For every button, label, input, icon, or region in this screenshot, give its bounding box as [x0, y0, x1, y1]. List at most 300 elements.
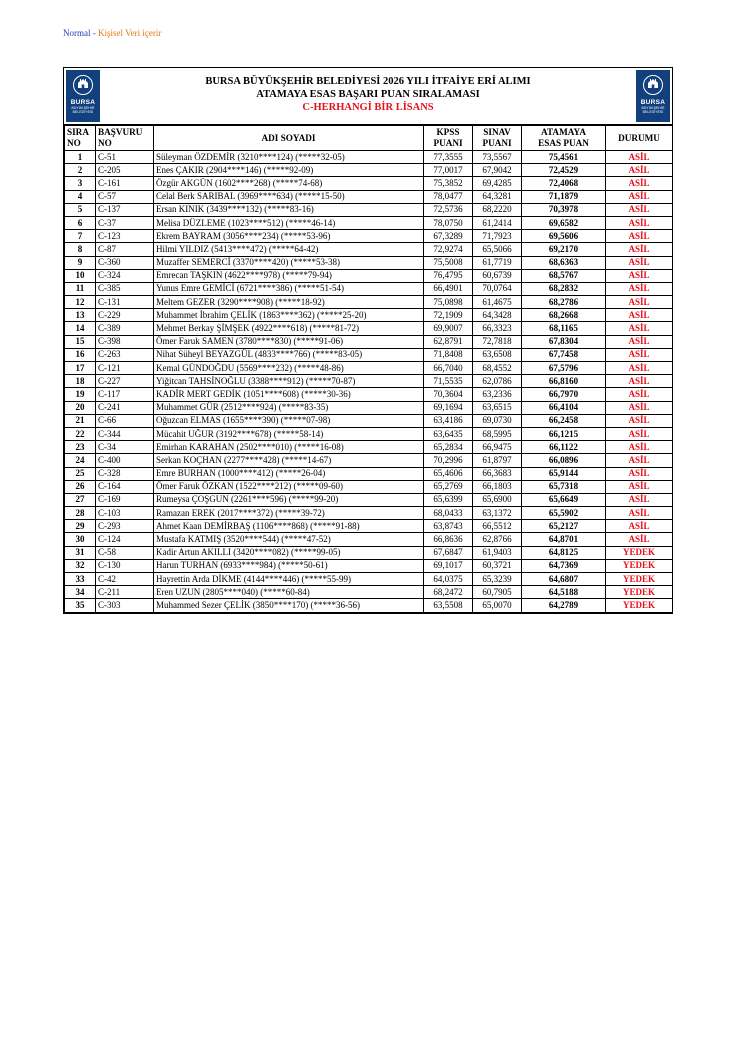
cell-sira: 5: [65, 203, 96, 216]
cell-kpss: 68,2472: [424, 586, 473, 599]
cell-basvuru: C-205: [96, 164, 154, 177]
cell-name: KADİR MERT GEDİK (1051****608) (*****30-36): [154, 388, 424, 401]
cell-basvuru: C-131: [96, 296, 154, 309]
cell-basvuru: C-57: [96, 190, 154, 203]
cell-name: Mücahit UĞUR (3192****678) (*****58-14): [154, 427, 424, 440]
cell-sira: 29: [65, 520, 96, 533]
table-row: [65, 586, 673, 599]
table-row: [65, 401, 673, 414]
cell-basvuru: C-360: [96, 256, 154, 269]
cell-kpss: 70,3604: [424, 388, 473, 401]
logo-text-bursa: BURSA: [640, 99, 666, 106]
table-row: [65, 375, 673, 388]
cell-sinav: 61,4675: [473, 296, 522, 309]
cell-durum: ASİL: [606, 190, 673, 203]
cell-sinav: 61,2414: [473, 216, 522, 229]
cell-sinav: 65,3239: [473, 573, 522, 586]
cell-atama: 64,6807: [522, 573, 606, 586]
cell-kpss: 67,3289: [424, 230, 473, 243]
cell-atama: 66,2458: [522, 414, 606, 427]
cell-name: Muzaffer SEMERCİ (3370****420) (*****53-38): [154, 256, 424, 269]
cell-sira: 26: [65, 480, 96, 493]
cell-sira: 23: [65, 441, 96, 454]
cell-kpss: 63,6435: [424, 427, 473, 440]
cell-atama: 68,5767: [522, 269, 606, 282]
cell-sinav: 61,8797: [473, 454, 522, 467]
table-row: [65, 296, 673, 309]
cell-sinav: 65,6900: [473, 493, 522, 506]
cell-kpss: 64,0375: [424, 573, 473, 586]
cell-durum: ASİL: [606, 401, 673, 414]
cell-sira: 2: [65, 164, 96, 177]
table-row: [65, 388, 673, 401]
cell-name: Mustafa KATMIŞ (3520****544) (*****47-52): [154, 533, 424, 546]
table-row: [65, 441, 673, 454]
cell-durum: ASİL: [606, 362, 673, 375]
cell-name: Nihat Süheyl BEYAZGÜL (4833****766) (*****83-05): [154, 348, 424, 361]
municipality-emblem-icon: [72, 74, 94, 96]
cell-sinav: 70,0764: [473, 282, 522, 295]
cell-durum: ASİL: [606, 216, 673, 229]
cell-durum: YEDEK: [606, 546, 673, 559]
cell-sira: 21: [65, 414, 96, 427]
cell-atama: 64,8701: [522, 533, 606, 546]
table-row: [65, 414, 673, 427]
cell-durum: ASİL: [606, 203, 673, 216]
cell-sira: 8: [65, 243, 96, 256]
cell-name: Serkan KOÇHAN (2277****428) (*****14-67): [154, 454, 424, 467]
cell-name: Ersan KINIK (3439****132) (*****83-16): [154, 203, 424, 216]
cell-atama: 69,6582: [522, 216, 606, 229]
cell-sira: 12: [65, 296, 96, 309]
cell-kpss: 78,0750: [424, 216, 473, 229]
cell-kpss: 62,8791: [424, 335, 473, 348]
cell-basvuru: C-87: [96, 243, 154, 256]
cell-sira: 11: [65, 282, 96, 295]
table-row: [65, 362, 673, 375]
cell-kpss: 69,1694: [424, 401, 473, 414]
cell-sira: 16: [65, 348, 96, 361]
cell-sira: 28: [65, 507, 96, 520]
cell-name: Muhammet İbrahim ÇELİK (1863****362) (*****25-20): [154, 309, 424, 322]
cell-atama: 64,8125: [522, 546, 606, 559]
cell-kpss: 76,4795: [424, 269, 473, 282]
classification-personal-data: Kişisel Veri içerir: [98, 28, 162, 38]
cell-basvuru: C-229: [96, 309, 154, 322]
cell-kpss: 78,0477: [424, 190, 473, 203]
cell-sinav: 65,0070: [473, 599, 522, 612]
cell-durum: ASİL: [606, 427, 673, 440]
cell-durum: ASİL: [606, 533, 673, 546]
cell-durum: ASİL: [606, 388, 673, 401]
cell-atama: 64,7369: [522, 559, 606, 572]
cell-sinav: 63,6508: [473, 348, 522, 361]
column-header-atama: ATAMAYA ESAS PUAN: [522, 126, 606, 151]
cell-durum: ASİL: [606, 269, 673, 282]
cell-kpss: 77,3555: [424, 151, 473, 164]
classification-normal: Normal: [63, 28, 91, 38]
cell-sinav: 66,3323: [473, 322, 522, 335]
cell-basvuru: C-124: [96, 533, 154, 546]
cell-atama: 68,1165: [522, 322, 606, 335]
cell-kpss: 72,9274: [424, 243, 473, 256]
cell-name: Özgür AKGÜN (1602****268) (*****74-68): [154, 177, 424, 190]
cell-sinav: 66,1803: [473, 480, 522, 493]
cell-durum: ASİL: [606, 296, 673, 309]
cell-sira: 19: [65, 388, 96, 401]
cell-name: Ahmet Kaan DEMİRBAŞ (1106****868) (*****91-88): [154, 520, 424, 533]
cell-sira: 22: [65, 427, 96, 440]
table-row: [65, 335, 673, 348]
cell-atama: 75,4561: [522, 151, 606, 164]
table-row: [65, 599, 673, 612]
cell-durum: YEDEK: [606, 586, 673, 599]
cell-atama: 65,7318: [522, 480, 606, 493]
cell-name: Hayrettin Arda DİKME (4144****446) (*****55-99): [154, 573, 424, 586]
cell-basvuru: C-389: [96, 322, 154, 335]
cell-atama: 65,9144: [522, 467, 606, 480]
cell-sinav: 64,3428: [473, 309, 522, 322]
cell-durum: ASİL: [606, 282, 673, 295]
table-row: [65, 480, 673, 493]
cell-atama: 64,5188: [522, 586, 606, 599]
title-line-2: ATAMAYA ESAS BAŞARI PUAN SIRALAMASI: [256, 89, 480, 100]
cell-kpss: 66,4901: [424, 282, 473, 295]
cell-basvuru: C-161: [96, 177, 154, 190]
cell-basvuru: C-123: [96, 230, 154, 243]
cell-kpss: 63,4186: [424, 414, 473, 427]
table-row: [65, 309, 673, 322]
table-row: [65, 573, 673, 586]
cell-sinav: 63,6515: [473, 401, 522, 414]
cell-atama: 68,2668: [522, 309, 606, 322]
cell-durum: ASİL: [606, 507, 673, 520]
cell-atama: 68,2786: [522, 296, 606, 309]
cell-sira: 17: [65, 362, 96, 375]
cell-sinav: 66,3683: [473, 467, 522, 480]
cell-name: Ömer Faruk SAMEN (3780****830) (*****91-06): [154, 335, 424, 348]
cell-atama: 65,2127: [522, 520, 606, 533]
cell-sinav: 66,9475: [473, 441, 522, 454]
cell-atama: 66,1122: [522, 441, 606, 454]
cell-kpss: 72,5736: [424, 203, 473, 216]
ranking-sheet: [63, 67, 673, 614]
sheet-header: [64, 68, 672, 125]
table-row: [65, 203, 673, 216]
cell-durum: ASİL: [606, 480, 673, 493]
cell-sira: 7: [65, 230, 96, 243]
cell-atama: 68,2832: [522, 282, 606, 295]
cell-basvuru: C-51: [96, 151, 154, 164]
cell-name: Enes ÇAKIR (2904****146) (*****92-09): [154, 164, 424, 177]
cell-basvuru: C-169: [96, 493, 154, 506]
cell-atama: 69,2170: [522, 243, 606, 256]
cell-kpss: 65,6399: [424, 493, 473, 506]
cell-durum: YEDEK: [606, 599, 673, 612]
cell-basvuru: C-34: [96, 441, 154, 454]
cell-durum: ASİL: [606, 256, 673, 269]
column-header-basvuru: BAŞVURU NO: [96, 126, 154, 151]
cell-atama: 64,2789: [522, 599, 606, 612]
cell-sira: 30: [65, 533, 96, 546]
cell-basvuru: C-293: [96, 520, 154, 533]
cell-kpss: 68,0433: [424, 507, 473, 520]
table-row: [65, 493, 673, 506]
cell-durum: ASİL: [606, 348, 673, 361]
cell-durum: ASİL: [606, 493, 673, 506]
cell-name: Yunus Emre GEMİCİ (6721****386) (*****51-54): [154, 282, 424, 295]
cell-durum: ASİL: [606, 414, 673, 427]
cell-name: Emirhan KARAHAN (2502****010) (*****16-08): [154, 441, 424, 454]
cell-durum: ASİL: [606, 177, 673, 190]
cell-sira: 10: [65, 269, 96, 282]
cell-sinav: 64,3281: [473, 190, 522, 203]
cell-name: Kemal GÜNDOĞDU (5569****232) (*****48-86): [154, 362, 424, 375]
ranking-table: [64, 125, 673, 613]
cell-name: Mehmet Berkay ŞİMŞEK (4922****618) (*****81-72): [154, 322, 424, 335]
cell-sinav: 63,2336: [473, 388, 522, 401]
table-row: [65, 243, 673, 256]
cell-atama: 72,4529: [522, 164, 606, 177]
cell-atama: 66,4104: [522, 401, 606, 414]
column-header-name: ADI SOYADI: [154, 126, 424, 151]
cell-name: Emre BURHAN (1000****412) (*****26-04): [154, 467, 424, 480]
cell-basvuru: C-400: [96, 454, 154, 467]
table-row: [65, 256, 673, 269]
cell-kpss: 63,5508: [424, 599, 473, 612]
cell-kpss: 70,2996: [424, 454, 473, 467]
logo-text-buyuksehir: BÜYÜKŞEHİR: [641, 106, 665, 110]
cell-sinav: 62,8766: [473, 533, 522, 546]
cell-atama: 72,4068: [522, 177, 606, 190]
cell-basvuru: C-137: [96, 203, 154, 216]
cell-basvuru: C-42: [96, 573, 154, 586]
cell-name: Süleyman ÖZDEMİR (3210****124) (*****32-05): [154, 151, 424, 164]
cell-sira: 33: [65, 573, 96, 586]
cell-sira: 31: [65, 546, 96, 559]
cell-kpss: 75,0898: [424, 296, 473, 309]
cell-basvuru: C-117: [96, 388, 154, 401]
table-row: [65, 454, 673, 467]
bursa-logo-left: [66, 70, 100, 122]
cell-kpss: 65,2834: [424, 441, 473, 454]
cell-name: Meltem GEZER (3290****908) (*****18-92): [154, 296, 424, 309]
header-titles: [104, 75, 632, 114]
cell-name: Rumeysa ÇOŞGUN (2261****596) (*****99-20): [154, 493, 424, 506]
cell-atama: 66,7970: [522, 388, 606, 401]
cell-sira: 15: [65, 335, 96, 348]
cell-sira: 1: [65, 151, 96, 164]
cell-atama: 71,1879: [522, 190, 606, 203]
cell-kpss: 75,5008: [424, 256, 473, 269]
bursa-logo-right: [636, 70, 670, 122]
cell-kpss: 69,1017: [424, 559, 473, 572]
table-row: [65, 216, 673, 229]
cell-atama: 66,1215: [522, 427, 606, 440]
cell-name: Eren UZUN (2805****040) (*****60-84): [154, 586, 424, 599]
cell-atama: 67,7458: [522, 348, 606, 361]
logo-text-belediyesi: BELEDİYESİ: [72, 110, 94, 114]
cell-kpss: 77,0017: [424, 164, 473, 177]
column-header-durum: DURUMU: [606, 126, 673, 151]
cell-durum: ASİL: [606, 375, 673, 388]
cell-durum: ASİL: [606, 441, 673, 454]
cell-sira: 27: [65, 493, 96, 506]
cell-basvuru: C-241: [96, 401, 154, 414]
cell-sira: 35: [65, 599, 96, 612]
cell-sira: 14: [65, 322, 96, 335]
cell-kpss: 66,7040: [424, 362, 473, 375]
table-row: [65, 520, 673, 533]
cell-basvuru: C-103: [96, 507, 154, 520]
table-row: [65, 190, 673, 203]
cell-basvuru: C-66: [96, 414, 154, 427]
cell-atama: 68,6363: [522, 256, 606, 269]
cell-kpss: 69,9007: [424, 322, 473, 335]
table-row: [65, 559, 673, 572]
cell-name: Muhammet GÜR (2512****924) (*****83-35): [154, 401, 424, 414]
cell-basvuru: C-263: [96, 348, 154, 361]
cell-sinav: 69,0730: [473, 414, 522, 427]
cell-basvuru: C-121: [96, 362, 154, 375]
cell-atama: 66,0896: [522, 454, 606, 467]
cell-sira: 18: [65, 375, 96, 388]
cell-basvuru: C-227: [96, 375, 154, 388]
subtitle: C-HERHANGİ BİR LİSANS: [302, 102, 434, 113]
cell-durum: YEDEK: [606, 573, 673, 586]
cell-sira: 9: [65, 256, 96, 269]
table-row: [65, 230, 673, 243]
cell-name: Harun TURHAN (6933****984) (*****50-61): [154, 559, 424, 572]
cell-durum: ASİL: [606, 454, 673, 467]
cell-kpss: 63,8743: [424, 520, 473, 533]
cell-sira: 13: [65, 309, 96, 322]
cell-sinav: 66,5512: [473, 520, 522, 533]
cell-basvuru: C-303: [96, 599, 154, 612]
cell-name: Ömer Faruk ÖZKAN (1522****212) (*****09-60): [154, 480, 424, 493]
cell-sinav: 61,9403: [473, 546, 522, 559]
cell-kpss: 75,3852: [424, 177, 473, 190]
cell-durum: YEDEK: [606, 559, 673, 572]
cell-atama: 65,5902: [522, 507, 606, 520]
cell-sira: 24: [65, 454, 96, 467]
cell-name: Yiğitcan TAHSİNOĞLU (3388****912) (*****70-87): [154, 375, 424, 388]
cell-sira: 3: [65, 177, 96, 190]
cell-basvuru: C-130: [96, 559, 154, 572]
table-row: [65, 507, 673, 520]
table-row: [65, 348, 673, 361]
cell-atama: 69,5606: [522, 230, 606, 243]
cell-sinav: 65,5066: [473, 243, 522, 256]
cell-sinav: 60,7905: [473, 586, 522, 599]
cell-basvuru: C-164: [96, 480, 154, 493]
cell-kpss: 72,1909: [424, 309, 473, 322]
cell-sinav: 73,5567: [473, 151, 522, 164]
table-row: [65, 533, 673, 546]
cell-basvuru: C-328: [96, 467, 154, 480]
cell-sinav: 67,9042: [473, 164, 522, 177]
cell-name: Emrecan TAŞKIN (4622****978) (*****79-94): [154, 269, 424, 282]
logo-text-bursa: BURSA: [70, 99, 96, 106]
cell-name: Ramazan EREK (2017****372) (*****39-72): [154, 507, 424, 520]
cell-durum: ASİL: [606, 164, 673, 177]
cell-durum: ASİL: [606, 467, 673, 480]
cell-name: Celal Berk SARIBAL (3969****634) (*****15-50): [154, 190, 424, 203]
municipality-emblem-icon: [642, 74, 664, 96]
cell-sira: 4: [65, 190, 96, 203]
cell-sinav: 60,6739: [473, 269, 522, 282]
cell-sira: 6: [65, 216, 96, 229]
cell-durum: ASİL: [606, 322, 673, 335]
cell-durum: ASİL: [606, 151, 673, 164]
table-row: [65, 427, 673, 440]
cell-name: Melisa DÜZLEME (1023****512) (*****46-14): [154, 216, 424, 229]
table-body: [65, 151, 673, 613]
cell-basvuru: C-385: [96, 282, 154, 295]
table-header-row: [65, 126, 673, 151]
cell-sira: 20: [65, 401, 96, 414]
cell-sinav: 71,7923: [473, 230, 522, 243]
cell-durum: ASİL: [606, 335, 673, 348]
title-line-1: BURSA BÜYÜKŞEHİR BELEDİYESİ 2026 YILI İTFAİYE ERİ ALIMI: [205, 76, 531, 87]
cell-durum: ASİL: [606, 520, 673, 533]
cell-kpss: 71,5535: [424, 375, 473, 388]
cell-kpss: 65,4606: [424, 467, 473, 480]
cell-sinav: 62,0786: [473, 375, 522, 388]
cell-name: Hilmi YILDIZ (5413****472) (*****64-42): [154, 243, 424, 256]
cell-durum: ASİL: [606, 243, 673, 256]
cell-name: Ekrem BAYRAM (3056****234) (*****53-96): [154, 230, 424, 243]
cell-sira: 25: [65, 467, 96, 480]
table-row: [65, 322, 673, 335]
cell-durum: ASİL: [606, 309, 673, 322]
cell-sira: 34: [65, 586, 96, 599]
cell-basvuru: C-58: [96, 546, 154, 559]
cell-sinav: 63,1372: [473, 507, 522, 520]
classification-label: [63, 28, 161, 38]
table-row: [65, 467, 673, 480]
cell-kpss: 71,8408: [424, 348, 473, 361]
cell-atama: 67,5796: [522, 362, 606, 375]
table-row: [65, 282, 673, 295]
cell-durum: ASİL: [606, 230, 673, 243]
cell-name: Oğuzcan ELMAS (1655****390) (*****07-98): [154, 414, 424, 427]
cell-sinav: 60,3721: [473, 559, 522, 572]
cell-atama: 67,8304: [522, 335, 606, 348]
cell-basvuru: C-211: [96, 586, 154, 599]
column-header-sinav: SINAV PUANI: [473, 126, 522, 151]
cell-name: Muhammed Sezer ÇELİK (3850****170) (*****36-56): [154, 599, 424, 612]
logo-text-buyuksehir: BÜYÜKŞEHİR: [71, 106, 95, 110]
cell-sinav: 61,7719: [473, 256, 522, 269]
cell-kpss: 67,6847: [424, 546, 473, 559]
cell-sira: 32: [65, 559, 96, 572]
table-row: [65, 164, 673, 177]
table-row: [65, 151, 673, 164]
cell-atama: 65,6649: [522, 493, 606, 506]
cell-basvuru: C-398: [96, 335, 154, 348]
cell-sinav: 72,7818: [473, 335, 522, 348]
cell-kpss: 66,8636: [424, 533, 473, 546]
column-header-sira: SIRA NO: [65, 126, 96, 151]
cell-kpss: 65,2769: [424, 480, 473, 493]
table-row: [65, 177, 673, 190]
cell-name: Kadir Artun AKILLI (3420****082) (*****99-05): [154, 546, 424, 559]
logo-text-belediyesi: BELEDİYESİ: [642, 110, 664, 114]
cell-sinav: 69,4285: [473, 177, 522, 190]
table-row: [65, 269, 673, 282]
cell-basvuru: C-324: [96, 269, 154, 282]
